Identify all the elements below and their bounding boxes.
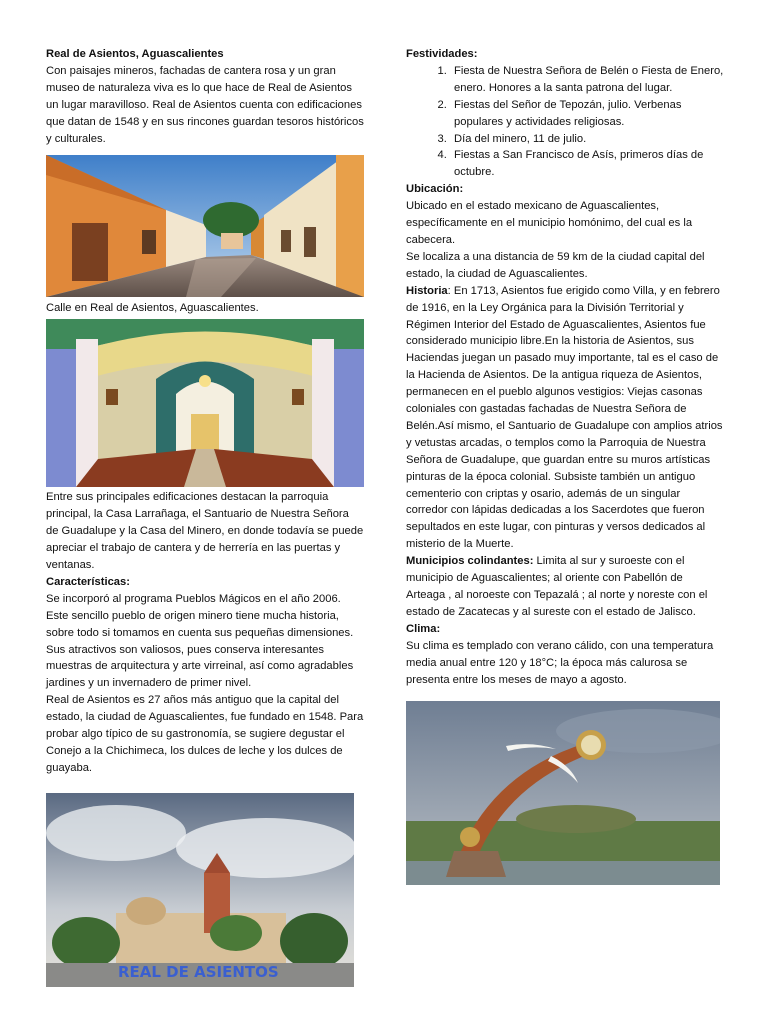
edificaciones-paragraph: Entre sus principales edificaciones destacan la parroquia principal, la Casa Larrañaga, el Santuario de Nuestra Señora de Guadalupe y la Casa del Minero, en donde todavía se puede apreciar el trabajo de cantera y de herrería en las puertas y ventanas. (46, 491, 364, 571)
historia-paragraph (406, 283, 724, 554)
municipios-text: Limita al sur y suroeste con el municipio de Aguascalientes; al oriente con Pabellón de Arteaga , al noroeste con Tepazalá ; al norte y noreste con el estado de Zacatecas y al sureste con el estado de Jalisco. (406, 555, 708, 618)
church-interior-photo (46, 319, 364, 487)
ubicacion-paragraph-2: Se localiza a una distancia de 59 km de la ciudad capital del estado, la ciudad de Aguascalientes. (406, 250, 705, 280)
festividades-heading: Festividades: (406, 48, 478, 60)
festividades-list (406, 63, 724, 181)
ubicacion-heading: Ubicación: (406, 183, 464, 196)
list-item: 2. Fiestas del Señor de Tepozán, julio. Verbenas populares y actividades religiosas. (450, 97, 724, 131)
historia-text: : En 1713, Asientos fue erigido como Villa, y en febrero de 1916, en la Ley Orgánica para la División Territorial y Régimen Interior del Estado de Aguascalientes, Asientos fue considerado municipio libre.En la historia de Asientos, sus Haciendas juegan un pasado muy importante, tal es el caso de la Hacienda de Asientos. De la antigua riqueza de Asientos, permanecen en el pueblo algunos vestigios: Viejas casonas coloniales con gastadas fachadas de Nuestra Señora de Belén.Así mismo, el Santuario de Guadalupe con amplios atrios y vetustas arcadas, o templos como la Parroquia de Nuestra Señora de Guadalupe, que guardan entre su muros artísticas pinturas de la época colonial. Subsiste también un antiguo cementerio con criptas y osario, además de un singular corredor con lápidas dedicadas a los Sacerdotes que fueron sepultados en este lugar, con pinturas y versos dedicados al misterio de la Muerte. (406, 284, 723, 551)
municipios-label: Municipios colindantes: (406, 555, 534, 568)
street-photo-caption: Calle en Real de Asientos, Aguascalientes. (46, 302, 259, 315)
town-sign-letters: REAL DE ASIENTOS (118, 962, 279, 981)
street-photo (46, 155, 364, 297)
historia-label: Historia (406, 284, 448, 297)
list-item: 4. Fiestas a San Francisco de Asís, primeros días de octubre. (450, 147, 724, 181)
caracteristicas-heading: Características: (46, 575, 130, 588)
municipios-paragraph (406, 553, 724, 621)
list-item: 1. Fiesta de Nuestra Señora de Belén o Fiesta de Enero, enero. Honores a la santa patrona del lugar. (450, 63, 724, 97)
intro-paragraph: Con paisajes mineros, fachadas de cantera rosa y un gran museo de naturaleza viva es lo que hace de Real de Asientos un lugar maravilloso. Real de Asientos cuenta con edificaciones que datan de 1548 y en sus rincones guardan tesoros históricos y culturales. (46, 64, 364, 145)
caracteristicas-paragraph-2: Real de Asientos es 27 años más antiguo que la capital del estado, la ciudad de Aguascalientes, fue fundado en 1548. Para probar algo típico de su gastronomía, se sugiere degustar el Conejo a la Chichimeca, los dulces de leche y los dulces de guayaba. (46, 694, 364, 774)
list-item: 3. Día del minero, 11 de julio. (450, 131, 724, 148)
left-column (46, 46, 364, 987)
clima-paragraph: Su clima es templado con verano cálido, con una temperatura media anual entre 120 y 18°C; la época más calurosa se presenta entre los meses de mayo a agosto. (406, 639, 714, 686)
page-title: Real de Asientos, Aguascalientes (46, 48, 224, 60)
right-column (406, 46, 724, 885)
monument-photo (406, 701, 720, 885)
town-square-photo (46, 793, 354, 987)
caracteristicas-paragraph-1: Se incorporó al programa Pueblos Mágicos en el año 2006. Este sencillo pueblo de origen minero tiene mucha historia, sobre todo si tomamos en cuenta sus pequeñas dimensiones. Sus atractivos son valiosos, pues conserva interesantes muestras de arquitectura y arte virreinal, así como agradables jardines y un invernadero de primer nivel. (46, 592, 354, 690)
ubicacion-paragraph-1: Ubicado en el estado mexicano de Aguascalientes, específicamente en el municipio homónimo, del cual es la cabecera. (406, 200, 693, 246)
clima-heading: Clima: (406, 622, 441, 635)
